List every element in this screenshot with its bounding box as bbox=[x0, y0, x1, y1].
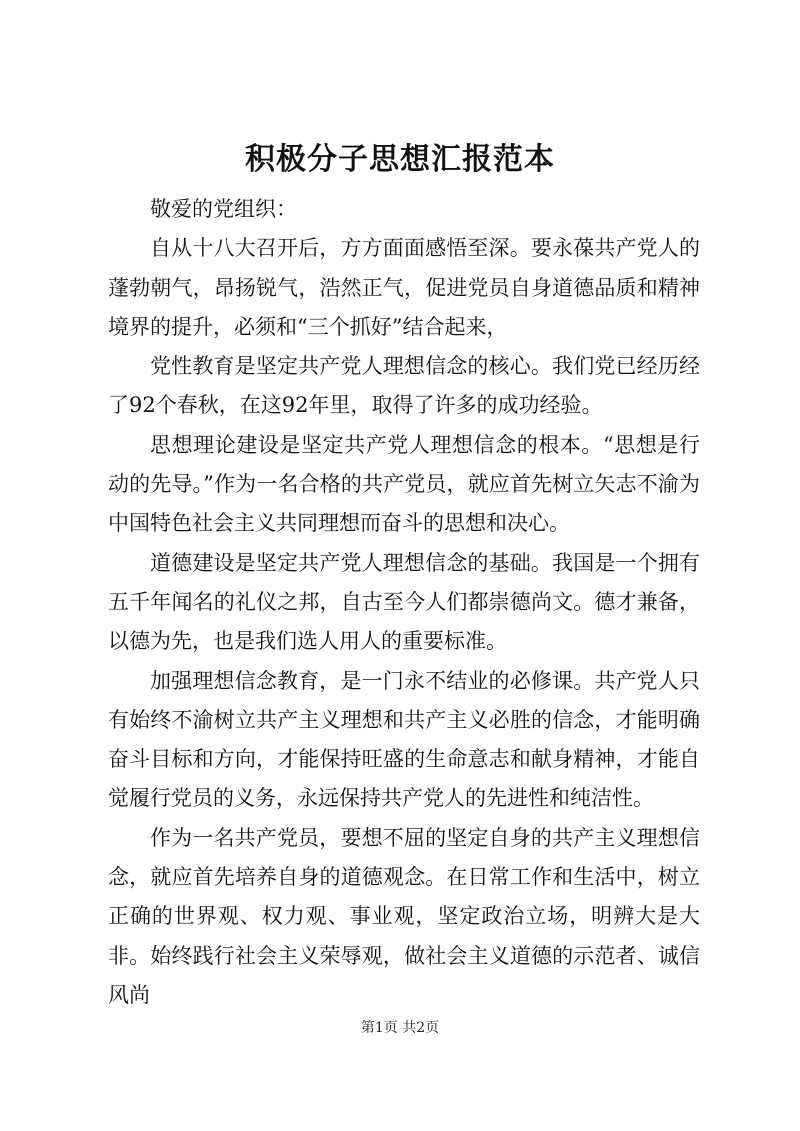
page-number-footer: 第1页 共2页 bbox=[360, 1020, 440, 1036]
paragraph-4: 道德建设是坚定共产党人理想信念的基础。我国是一个拥有五千年闻名的礼仪之邦，自古至今人们都崇德尚文。德才兼备，以德为先，也是我们选人用人的重要标准。 bbox=[108, 550, 700, 654]
paragraph-6: 作为一名共产党员，要想不屈的坚定自身的共产主义理想信念，就应首先培养自身的道德观念。在日常工作和生活中，树立正确的世界观、权力观、事业观，坚定政治立场，明辨大是大非。始终践行社会主义荣辱观，做社会主义道德的示范者、诚信风尚 bbox=[108, 825, 700, 1007]
paragraph-3: 思想理论建设是坚定共产党人理想信念的根本。“思想是行动的先导。”作为一名合格的共产党员，就应首先树立矢志不渝为中国特色社会主义共同理想而奋斗的思想和决心。 bbox=[108, 432, 700, 536]
salutation: 敬爱的党组织： bbox=[150, 197, 297, 221]
paragraph-1: 自从十八大召开后，方方面面感悟至深。要永葆共产党人的蓬勃朝气，昂扬锐气，浩然正气，促进党员自身道德品质和精神境界的提升，必须和“三个抓好”结合起来， bbox=[108, 236, 700, 339]
document-title: 积极分子思想汇报范本 bbox=[245, 142, 555, 177]
paragraph-5: 加强理想信念教育，是一门永不结业的必修课。共产党人只有始终不渝树立共产主义理想和共产主义必胜的信念，才能明确奋斗目标和方向，才能保持旺盛的生命意志和献身精神，才能自觉履行党员的义务，永远保持共产党人的先进性和纯洁性。 bbox=[108, 668, 700, 811]
document-body bbox=[108, 190, 700, 1015]
paragraph-2: 党性教育是坚定共产党人理想信念的核心。我们党已经历经了92个春秋，在这92年里，取得了许多的成功经验。 bbox=[108, 354, 700, 418]
